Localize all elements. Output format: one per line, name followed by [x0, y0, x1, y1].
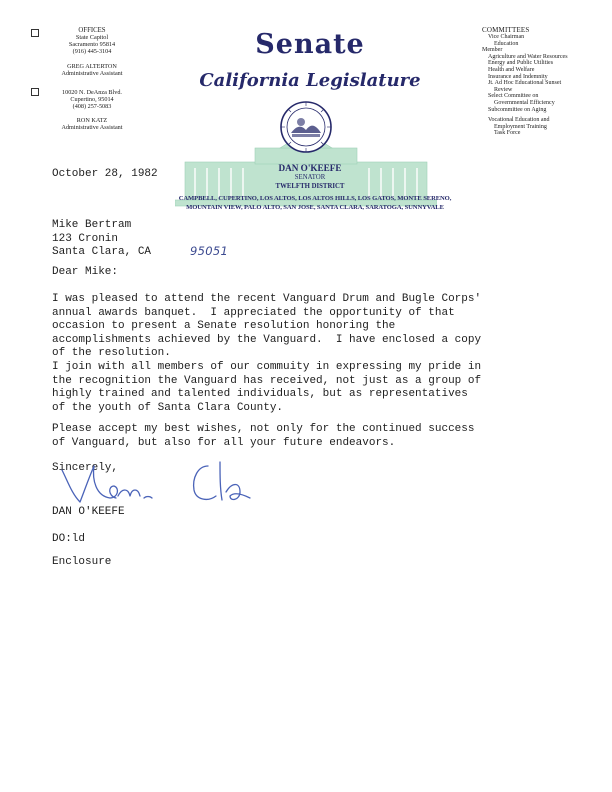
staff-title: Administrative Assistant	[61, 70, 123, 77]
senator-title: SENATOR	[294, 174, 326, 181]
committees-heading: COMMITTEES	[482, 26, 530, 34]
typed-signature-name: DAN O'KEEFE	[52, 506, 125, 518]
committee-line: Select Committee on	[488, 93, 539, 100]
staff-name: RON KATZ	[76, 117, 108, 124]
office-checkbox-sacramento[interactable]	[31, 29, 39, 37]
letterhead-chamber: Senate	[255, 29, 365, 60]
office-line: (408) 257-5083	[72, 103, 112, 110]
state-seal-icon	[279, 100, 333, 154]
offices-heading: OFFICES	[78, 27, 106, 34]
senator-name: DAN O'KEEFE	[278, 163, 342, 173]
committee-line: Education	[494, 40, 519, 47]
office-line: (916) 445-3104	[72, 48, 112, 55]
body-paragraph: I was pleased to attend the recent Vanguard Drum and Bugle Corps' annual awards banquet. I appreciated the opportunity of that occasion to present a Senate resolution honoring the accomplishments achieved by the Vanguard. I have enclosed a copy of the resolution.	[52, 293, 482, 359]
office-line: Sacramento 95814	[68, 41, 116, 48]
letter-date: October 28, 1982	[52, 168, 158, 180]
office-address-sacramento	[40, 34, 144, 55]
letterhead-legislature: California Legislature	[199, 70, 421, 91]
office-line: Cupertino, 95014	[70, 96, 114, 103]
office-checkbox-cupertino[interactable]	[31, 88, 39, 96]
handwritten-signature	[58, 452, 258, 514]
committee-line: Review	[494, 86, 513, 93]
committee-line: Health and Welfare	[488, 67, 535, 73]
committee-line: Subcommittee on Aging	[488, 106, 547, 113]
district-towns-line1: CAMPBELL, CUPERTINO, LOS ALTOS, LOS ALTOS HILLS, LOS GATOS, MONTE SERENO,	[178, 195, 452, 202]
committee-line: Vice Chairman	[488, 34, 525, 40]
committee-line: Task Force	[494, 130, 521, 137]
committee-line: Jt. Ad Hoc Educational Sunset	[488, 80, 562, 87]
staff-sacramento	[40, 63, 144, 77]
committee-line: Insurance and Indemnity	[488, 73, 548, 80]
body-paragraph: I join with all members of our commuity in expressing my pride in the recognition the Vanguard has received, not just as a group of highly trained and talented individuals, but as representatives of the youth of Santa Clara County.	[52, 361, 482, 414]
staff-name: GREG ALTERTON	[67, 63, 117, 70]
office-line: 10020 N. DeAnza Blvd.	[62, 89, 122, 96]
staff-title: Administrative Assistant	[61, 124, 123, 131]
committee-line: Employment Training	[494, 123, 547, 130]
committee-line: Member	[482, 47, 503, 54]
typist-initials: DO:ld	[52, 533, 86, 545]
office-line: State Capitol	[75, 34, 109, 41]
closing: Sincerely,	[52, 462, 119, 474]
staff-cupertino	[40, 117, 144, 131]
district-name: TWELFTH DISTRICT	[275, 183, 345, 190]
committee-line: Vocational Education and	[488, 117, 550, 124]
recipient-address: Mike Bertram 123 Cronin Santa Clara, CA	[52, 219, 152, 258]
committee-line: Agriculture and Water Resources	[488, 53, 568, 60]
committee-line: Governmental Efficiency	[494, 100, 555, 106]
committee-line: Energy and Public Utilities	[488, 60, 554, 67]
district-towns-line2: MOUNTAIN VIEW, PALO ALTO, SAN JOSE, SANTA CLARA, SARATOGA, SUNNYVALE	[186, 204, 444, 211]
enclosure-note: Enclosure	[52, 556, 112, 568]
salutation: Dear Mike:	[52, 266, 119, 278]
body-paragraph: Please accept my best wishes, not only for the continued success of Vanguard, but also for all your future endeavors.	[52, 423, 475, 449]
handwritten-zip: 95051	[190, 244, 229, 258]
office-address-cupertino	[40, 89, 144, 110]
